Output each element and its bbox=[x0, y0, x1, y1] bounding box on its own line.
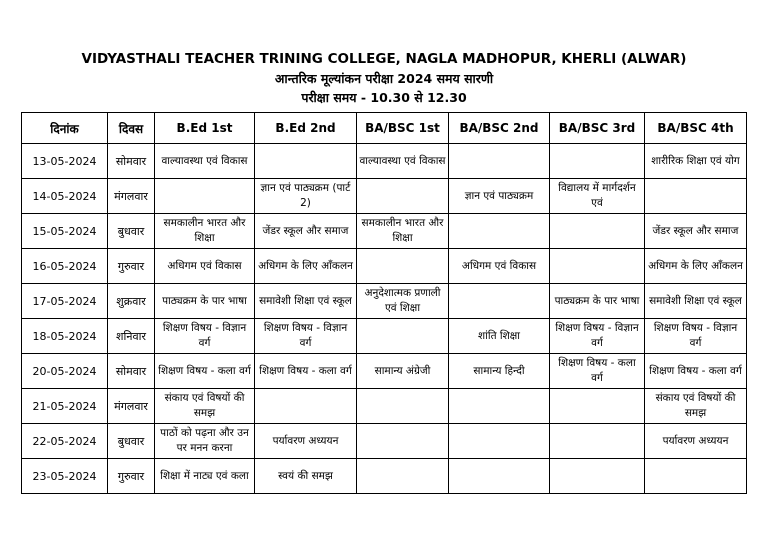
date-cell: 14-05-2024 bbox=[22, 179, 108, 214]
date-cell: 17-05-2024 bbox=[22, 284, 108, 319]
bed1-cell bbox=[155, 179, 255, 214]
date-cell: 15-05-2024 bbox=[22, 214, 108, 249]
bed2-cell: स्वयं की समझ bbox=[255, 459, 357, 494]
day-header: दिवस bbox=[108, 113, 155, 144]
exam-time: परीक्षा समय - 10.30 से 12.30 bbox=[301, 90, 467, 105]
document-header bbox=[0, 50, 768, 107]
ba2-cell: अधिगम एवं विकास bbox=[449, 249, 550, 284]
date-cell: 13-05-2024 bbox=[22, 144, 108, 179]
day-cell: मंगलवार bbox=[108, 179, 155, 214]
bed1-cell: समकालीन भारत और शिक्षा bbox=[155, 214, 255, 249]
bed1-cell: शिक्षण विषय - कला वर्ग bbox=[155, 354, 255, 389]
table-row bbox=[22, 424, 747, 459]
ba1-header: BA/BSC 1st bbox=[357, 113, 449, 144]
ba4-cell bbox=[645, 459, 747, 494]
day-cell: बुधवार bbox=[108, 214, 155, 249]
ba3-cell bbox=[550, 424, 645, 459]
ba3-cell bbox=[550, 214, 645, 249]
bed1-header: B.Ed 1st bbox=[155, 113, 255, 144]
college-title: VIDYASTHALI TEACHER TRINING COLLEGE, NAGLA MADHOPUR, KHERLI (ALWAR) bbox=[81, 51, 687, 67]
ba4-cell: शिक्षण विषय - विज्ञान वर्ग bbox=[645, 319, 747, 354]
ba4-cell bbox=[645, 179, 747, 214]
bed1-cell: शिक्षण विषय - विज्ञान वर्ग bbox=[155, 319, 255, 354]
day-cell: शनिवार bbox=[108, 319, 155, 354]
ba2-cell bbox=[449, 144, 550, 179]
ba1-cell bbox=[357, 249, 449, 284]
ba1-cell: अनुदेशात्मक प्रणाली एवं शिक्षा bbox=[357, 284, 449, 319]
date-cell: 16-05-2024 bbox=[22, 249, 108, 284]
ba2-cell bbox=[449, 459, 550, 494]
bed2-cell bbox=[255, 389, 357, 424]
day-cell: मंगलवार bbox=[108, 389, 155, 424]
ba3-header: BA/BSC 3rd bbox=[550, 113, 645, 144]
day-cell: शुक्रवार bbox=[108, 284, 155, 319]
table-row bbox=[22, 459, 747, 494]
table-row bbox=[22, 319, 747, 354]
bed2-cell: पर्यावरण अध्ययन bbox=[255, 424, 357, 459]
ba1-cell bbox=[357, 424, 449, 459]
bed2-cell: अधिगम के लिए आँकलन bbox=[255, 249, 357, 284]
ba4-cell: शारीरिक शिक्षा एवं योग bbox=[645, 144, 747, 179]
table-row bbox=[22, 284, 747, 319]
date-header: दिनांक bbox=[22, 113, 108, 144]
date-cell: 18-05-2024 bbox=[22, 319, 108, 354]
ba4-cell: समावेशी शिक्षा एवं स्कूल bbox=[645, 284, 747, 319]
bed1-cell: वाल्यावस्था एवं विकास bbox=[155, 144, 255, 179]
ba4-cell: अधिगम के लिए आँकलन bbox=[645, 249, 747, 284]
ba3-cell bbox=[550, 144, 645, 179]
ba3-cell: शिक्षण विषय - विज्ञान वर्ग bbox=[550, 319, 645, 354]
ba2-cell bbox=[449, 424, 550, 459]
ba1-cell bbox=[357, 179, 449, 214]
ba2-cell bbox=[449, 214, 550, 249]
ba3-cell bbox=[550, 459, 645, 494]
ba2-cell bbox=[449, 284, 550, 319]
bed1-cell: शिक्षा में नाट्य एवं कला bbox=[155, 459, 255, 494]
ba1-cell: समकालीन भारत और शिक्षा bbox=[357, 214, 449, 249]
day-cell: गुरुवार bbox=[108, 249, 155, 284]
bed2-cell: ज्ञान एवं पाठ्यक्रम (पार्ट 2) bbox=[255, 179, 357, 214]
date-cell: 22-05-2024 bbox=[22, 424, 108, 459]
ba2-cell: ज्ञान एवं पाठ्यक्रम bbox=[449, 179, 550, 214]
bed1-cell: पाठ्यक्रम के पार भाषा bbox=[155, 284, 255, 319]
timetable bbox=[21, 112, 747, 494]
ba1-cell bbox=[357, 459, 449, 494]
table-row bbox=[22, 179, 747, 214]
table-row bbox=[22, 354, 747, 389]
ba1-cell bbox=[357, 319, 449, 354]
bed1-cell: संकाय एवं विषयों की समझ bbox=[155, 389, 255, 424]
day-cell: बुधवार bbox=[108, 424, 155, 459]
ba4-cell: जेंडर स्कूल और समाज bbox=[645, 214, 747, 249]
ba4-cell: पर्यावरण अध्ययन bbox=[645, 424, 747, 459]
table-row bbox=[22, 144, 747, 179]
ba2-header: BA/BSC 2nd bbox=[449, 113, 550, 144]
table-row bbox=[22, 249, 747, 284]
bed2-cell: समावेशी शिक्षा एवं स्कूल bbox=[255, 284, 357, 319]
ba3-cell: पाठ्यक्रम के पार भाषा bbox=[550, 284, 645, 319]
date-cell: 20-05-2024 bbox=[22, 354, 108, 389]
ba4-header: BA/BSC 4th bbox=[645, 113, 747, 144]
ba3-cell bbox=[550, 249, 645, 284]
ba1-cell: सामान्य अंग्रेजी bbox=[357, 354, 449, 389]
date-cell: 21-05-2024 bbox=[22, 389, 108, 424]
ba4-cell: संकाय एवं विषयों की समझ bbox=[645, 389, 747, 424]
day-cell: सोमवार bbox=[108, 144, 155, 179]
exam-schedule-title: आन्तरिक मूल्यांकन परीक्षा 2024 समय सारणी bbox=[274, 71, 494, 86]
bed1-cell: अधिगम एवं विकास bbox=[155, 249, 255, 284]
ba2-cell: शांति शिक्षा bbox=[449, 319, 550, 354]
bed1-cell: पाठों को पढ़ना और उन पर मनन करना bbox=[155, 424, 255, 459]
day-cell: सोमवार bbox=[108, 354, 155, 389]
ba2-cell: सामान्य हिन्दी bbox=[449, 354, 550, 389]
day-cell: गुरुवार bbox=[108, 459, 155, 494]
ba1-cell bbox=[357, 389, 449, 424]
bed2-cell bbox=[255, 144, 357, 179]
ba1-cell: वाल्यावस्था एवं विकास bbox=[357, 144, 449, 179]
ba3-cell: शिक्षण विषय - कला वर्ग bbox=[550, 354, 645, 389]
ba3-cell: विद्यालय में मार्गदर्शन एवं bbox=[550, 179, 645, 214]
ba3-cell bbox=[550, 389, 645, 424]
bed2-cell: शिक्षण विषय - विज्ञान वर्ग bbox=[255, 319, 357, 354]
ba2-cell bbox=[449, 389, 550, 424]
header-row bbox=[22, 113, 747, 144]
bed2-cell: शिक्षण विषय - कला वर्ग bbox=[255, 354, 357, 389]
bed2-header: B.Ed 2nd bbox=[255, 113, 357, 144]
table-row bbox=[22, 214, 747, 249]
bed2-cell: जेंडर स्कूल और समाज bbox=[255, 214, 357, 249]
ba4-cell: शिक्षण विषय - कला वर्ग bbox=[645, 354, 747, 389]
table-row bbox=[22, 389, 747, 424]
date-cell: 23-05-2024 bbox=[22, 459, 108, 494]
